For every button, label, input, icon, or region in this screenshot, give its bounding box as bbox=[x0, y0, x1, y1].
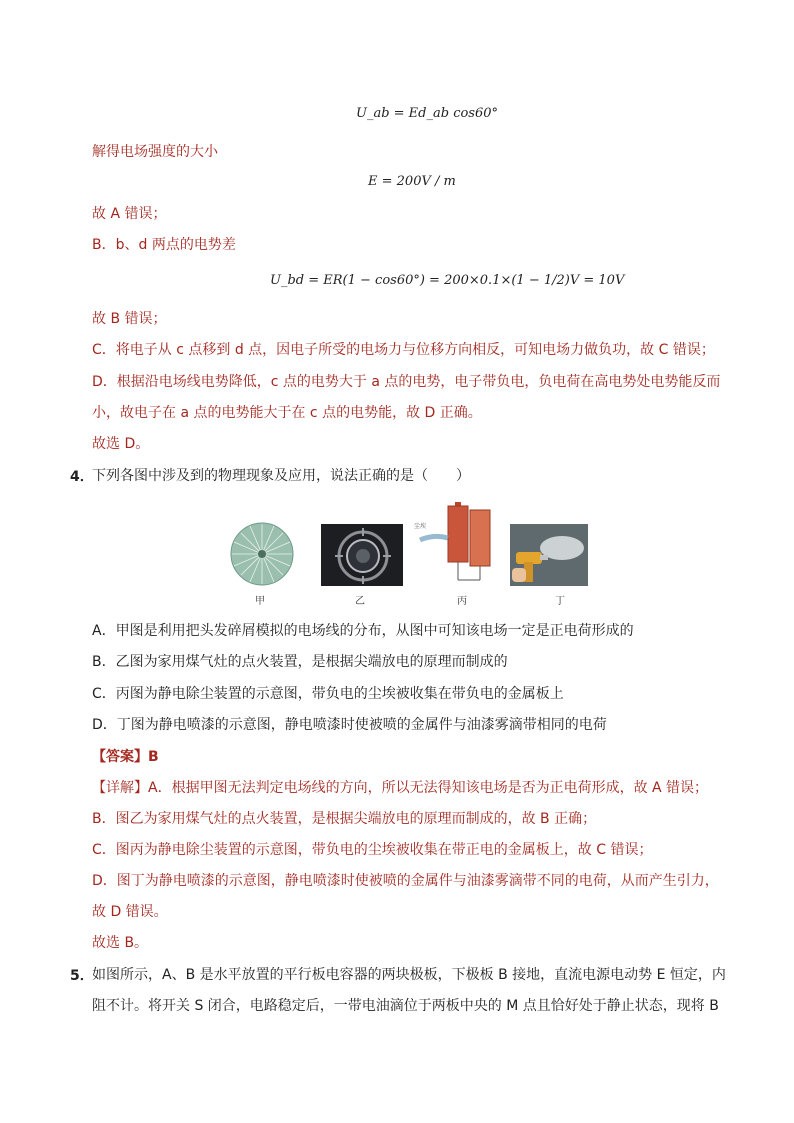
detail-line-a: 【详解】A．根据甲图无法判定电场线的方向，所以无法得知该电场是否为正电荷形成，故 A 错误； bbox=[92, 780, 709, 796]
detail-line-d-1: D．图丁为静电喷漆的示意图，静电喷漆时使被喷的金属件与油漆雾滴带不同的电荷，从而产生引力， bbox=[92, 873, 719, 889]
choose-d-line: 故选 D。 bbox=[92, 436, 150, 452]
b-wrong-line: 故 B 错误； bbox=[92, 311, 167, 327]
detail-line-b: B．图乙为家用煤气灶的点火装置，是根据尖端放电的原理而制成的，故 B 正确； bbox=[92, 811, 597, 827]
c-explain-line: C．将电子从 c 点移到 d 点，因电子所受的电场力与位移方向相反，可知电场力做负功，故 C 错误； bbox=[92, 342, 715, 358]
figure-jia-field-lines bbox=[230, 522, 294, 586]
option-b: B．乙图为家用煤气灶的点火装置，是根据尖端放电的原理而制成的 bbox=[92, 654, 508, 670]
question-4-number: 4． bbox=[70, 469, 94, 485]
choose-b-line: 故选 B。 bbox=[92, 935, 149, 951]
option-c: C．丙图为静电除尘装置的示意图，带负电的尘埃被收集在带负电的金属板上 bbox=[92, 686, 564, 702]
question-5-line-1: 如图所示，A、B 是水平放置的平行板电容器的两块极板，下极板 B 接地，直流电源电动势 E 恒定，内 bbox=[92, 967, 726, 983]
figure-ding-spray-painting bbox=[510, 524, 588, 586]
figure-yi-gas-stove bbox=[321, 524, 403, 586]
svg-text:尘埃: 尘埃 bbox=[414, 523, 427, 530]
question-5-line-2: 阻不计。将开关 S 闭合，电路稳定后，一带电油滴位于两板中央的 M 点且恰好处于静止状态，现将 B bbox=[92, 998, 719, 1014]
d-explain-line-1: D．根据沿电场线电势降低，c 点的电势大于 a 点的电势，电子带负电，负电荷在高电势处电势能反而 bbox=[92, 374, 721, 390]
detail-line-c: C．图丙为静电除尘装置的示意图，带负电的尘埃被收集在带正电的金属板上，故 C 错误； bbox=[92, 842, 653, 858]
figure-bing-precipitator bbox=[410, 500, 500, 588]
caption-yi: 乙 bbox=[355, 596, 365, 607]
equation-ubd: U_bd = ER(1 − cos60°) = 200×0.1×(1 − 1/2)V = 10V bbox=[270, 273, 625, 288]
question-5-number: 5． bbox=[70, 968, 94, 984]
caption-jia: 甲 bbox=[255, 596, 265, 607]
solve-line: 解得电场强度的大小 bbox=[92, 144, 218, 160]
b-intro-line: B．b、d 两点的电势差 bbox=[92, 237, 236, 253]
option-a: A．甲图是利用把头发碎屑模拟的电场线的分布，从图中可知该电场一定是正电荷形成的 bbox=[92, 623, 634, 639]
equation-uab: U_ab = Ed_ab cos60° bbox=[356, 106, 499, 121]
a-wrong-line: 故 A 错误； bbox=[92, 206, 167, 222]
equation-e: E = 200V / m bbox=[368, 174, 456, 189]
caption-ding: 丁 bbox=[555, 596, 565, 607]
d-explain-line-2: 小，故电子在 a 点的电势能大于在 c 点的电势能，故 D 正确。 bbox=[92, 405, 482, 421]
option-d: D．丁图为静电喷漆的示意图，静电喷漆时使被喷的金属件与油漆雾滴带相同的电荷 bbox=[92, 717, 607, 733]
detail-line-d-2: 故 D 错误。 bbox=[92, 904, 168, 920]
answer-label: 【答案】B bbox=[92, 749, 159, 765]
caption-bing: 丙 bbox=[457, 596, 467, 607]
question-4-stem: 下列各图中涉及到的物理现象及应用，说法正确的是（ ） bbox=[92, 468, 470, 484]
